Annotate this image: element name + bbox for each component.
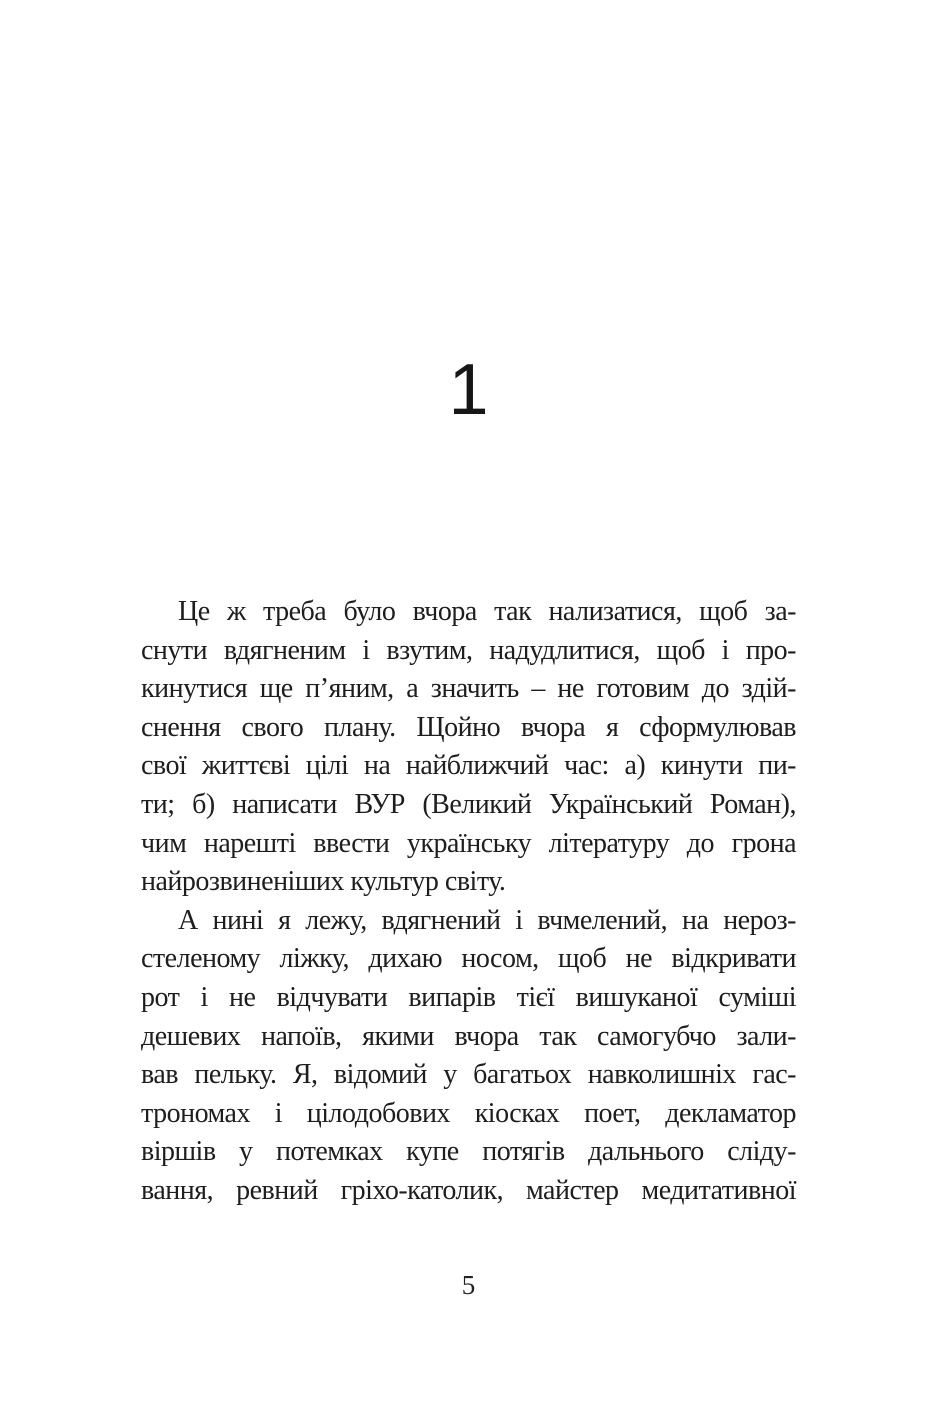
text-line: снення свого плану. Щойно вчора я сформулював — [141, 711, 796, 743]
text-line: віршів у потемках купе потягів дальнього сліду- — [141, 1136, 796, 1168]
text-line: дешевих напоїв, якими вчора так самогубчо зали- — [141, 1020, 796, 1052]
page-number: 5 — [461, 1270, 476, 1300]
text-line: ти; б) написати ВУР (Великий Український Роман), — [141, 788, 796, 820]
text-line: трономах і цілодобових кіосках поет, декламатор — [141, 1097, 796, 1129]
chapter-number: 1 — [448, 350, 489, 430]
text-block — [141, 593, 796, 1211]
text-line: А нині я лежу, вдягнений і вчмелений, на нероз- — [178, 904, 796, 936]
text-line: вання, ревний гріхо-католик, майстер медитативної — [141, 1174, 796, 1206]
text-line: снути вдягненим і взутим, надудлитися, щоб і про- — [141, 634, 796, 666]
text-line: кинутися ще п’яним, а значить – не готовим до здій- — [141, 673, 796, 705]
text-line: вав пельку. Я, відомий у багатьох навколишніх гас- — [141, 1059, 796, 1091]
text-line: Це ж треба було вчора так нализатися, щоб за- — [178, 596, 796, 627]
text-line: стеленому ліжку, дихаю носом, щоб не відкривати — [141, 943, 796, 975]
text-line: свої життєві цілі на найближчий час: а) кинути пи- — [141, 750, 796, 782]
text-line: рот і не відчувати випарів тієї вишуканої суміші — [141, 981, 796, 1013]
text-line: найрозвиненіших культур світу. — [141, 866, 506, 898]
text-line: чим нарешті ввести українську літературу до грона — [141, 827, 796, 859]
